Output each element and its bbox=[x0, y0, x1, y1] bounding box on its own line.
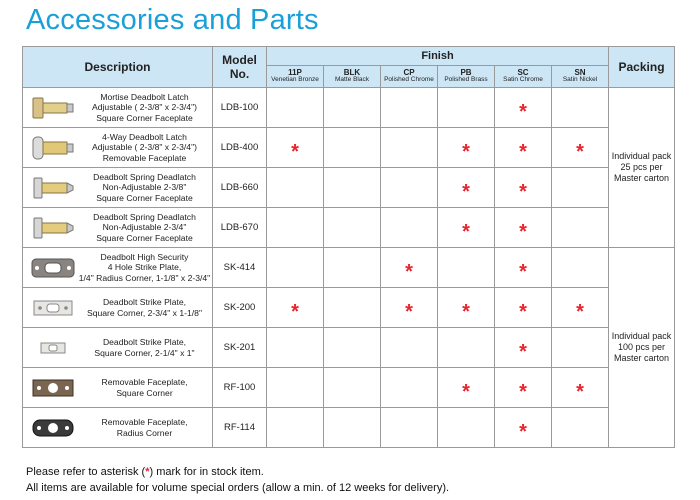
header-description: Description bbox=[23, 47, 213, 88]
product-description bbox=[77, 132, 212, 162]
product-description bbox=[77, 92, 212, 122]
packing-line: Master carton bbox=[614, 172, 670, 183]
model-number: LDB-400 bbox=[213, 128, 267, 168]
strike-plate-icon bbox=[31, 294, 75, 322]
description-line: Adjustable ( 2-3/8" x 2-3/4") bbox=[92, 102, 197, 113]
finish-cell-blk bbox=[324, 328, 381, 368]
page-title: Accessories and Parts bbox=[26, 4, 319, 36]
in-stock-asterisk: * bbox=[462, 221, 470, 243]
finish-cell-blk bbox=[324, 368, 381, 408]
description-cell bbox=[23, 88, 213, 128]
description-line: Deadbolt Strike Plate, bbox=[102, 297, 187, 308]
finish-cell-pb bbox=[438, 408, 495, 448]
product-description bbox=[77, 297, 212, 317]
description-line: Removable Faceplate bbox=[102, 152, 187, 163]
table-row bbox=[23, 168, 675, 208]
model-number: RF-100 bbox=[213, 368, 267, 408]
finish-cell-sc bbox=[495, 328, 552, 368]
table-row bbox=[23, 368, 675, 408]
finish-cell-sc bbox=[495, 88, 552, 128]
model-number: SK-201 bbox=[213, 328, 267, 368]
table-row bbox=[23, 128, 675, 168]
finish-cell-11p bbox=[267, 168, 324, 208]
finish-cell-sc bbox=[495, 408, 552, 448]
description-line: Radius Corner bbox=[116, 427, 173, 438]
description-cell bbox=[23, 208, 213, 248]
in-stock-asterisk: * bbox=[462, 141, 470, 163]
model-number: LDB-670 bbox=[213, 208, 267, 248]
finish-header bbox=[438, 66, 495, 88]
in-stock-asterisk: * bbox=[519, 221, 527, 243]
finish-cell-11p bbox=[267, 288, 324, 328]
parts-table bbox=[22, 46, 675, 448]
packing-line: Master carton bbox=[614, 352, 670, 363]
finish-cell-11p bbox=[267, 208, 324, 248]
finish-cell-sn bbox=[552, 408, 609, 448]
finish-cell-pb bbox=[438, 208, 495, 248]
finish-cell-cp bbox=[381, 368, 438, 408]
in-stock-asterisk: * bbox=[519, 341, 527, 363]
model-number: LDB-100 bbox=[213, 88, 267, 128]
finish-cell-pb bbox=[438, 248, 495, 288]
product-description bbox=[77, 417, 212, 437]
finish-name: Satin Nickel bbox=[562, 76, 598, 84]
description-cell bbox=[23, 328, 213, 368]
packing-line: Individual pack bbox=[611, 151, 672, 162]
finish-cell-sn bbox=[552, 248, 609, 288]
volume-order-note: All items are available for volume special orders (allow a min. of 12 weeks for delivery). bbox=[26, 482, 450, 494]
packing-cell bbox=[609, 88, 675, 248]
small-strike-plate-icon bbox=[31, 334, 75, 362]
finish-cell-sn bbox=[552, 288, 609, 328]
description-cell bbox=[23, 168, 213, 208]
stock-note-mark: * bbox=[145, 466, 150, 478]
packing-line: 100 pcs per bbox=[618, 342, 666, 353]
description-cell bbox=[23, 368, 213, 408]
finish-name: Polished Chrome bbox=[384, 76, 434, 84]
in-stock-asterisk: * bbox=[519, 301, 527, 323]
finish-cell-sc bbox=[495, 288, 552, 328]
finish-cell-sc bbox=[495, 128, 552, 168]
description-line: Deadbolt Spring Deadlatch bbox=[93, 212, 196, 223]
description-line: Non-Adjustable 2-3/8" bbox=[102, 182, 187, 193]
description-cell bbox=[23, 248, 213, 288]
description-line: Non-Adjustable 2-3/4" bbox=[102, 222, 187, 233]
description-cell bbox=[23, 128, 213, 168]
finish-cell-blk bbox=[324, 128, 381, 168]
mortise-latch-icon bbox=[31, 94, 75, 122]
finish-name: Satin Chrome bbox=[503, 76, 543, 84]
security-strike-plate-icon bbox=[31, 254, 75, 282]
packing-cell bbox=[609, 248, 675, 448]
finish-cell-11p bbox=[267, 128, 324, 168]
model-number: SK-200 bbox=[213, 288, 267, 328]
table-row bbox=[23, 408, 675, 448]
finish-cell-sn bbox=[552, 128, 609, 168]
finish-cell-11p bbox=[267, 368, 324, 408]
stock-note-before: Please refer to asterisk ( bbox=[26, 466, 146, 478]
table-row bbox=[23, 208, 675, 248]
in-stock-asterisk: * bbox=[519, 181, 527, 203]
model-number: RF-114 bbox=[213, 408, 267, 448]
description-line: Square Corner bbox=[116, 387, 173, 398]
finish-cell-blk bbox=[324, 248, 381, 288]
in-stock-asterisk: * bbox=[462, 381, 470, 403]
spring-deadlatch-icon bbox=[31, 174, 75, 202]
finish-name: Matte Black bbox=[335, 76, 369, 84]
description-line: 4 Hole Strike Plate, bbox=[107, 262, 182, 273]
in-stock-asterisk: * bbox=[519, 141, 527, 163]
finish-cell-blk bbox=[324, 408, 381, 448]
table-row bbox=[23, 328, 675, 368]
in-stock-asterisk: * bbox=[576, 381, 584, 403]
packing-line: Individual pack bbox=[611, 331, 672, 342]
finish-cell-11p bbox=[267, 328, 324, 368]
in-stock-asterisk: * bbox=[462, 301, 470, 323]
product-description bbox=[77, 212, 212, 242]
finish-cell-cp bbox=[381, 88, 438, 128]
description-line: Square Corner, 2-1/4" x 1" bbox=[94, 347, 195, 358]
finish-cell-sc bbox=[495, 168, 552, 208]
description-cell bbox=[23, 408, 213, 448]
finish-name: Polished Brass bbox=[444, 76, 488, 84]
description-line: Square Corner Faceplate bbox=[96, 192, 193, 203]
finish-header bbox=[324, 66, 381, 88]
in-stock-asterisk: * bbox=[519, 261, 527, 283]
table-row bbox=[23, 248, 675, 288]
in-stock-asterisk: * bbox=[519, 381, 527, 403]
finish-cell-blk bbox=[324, 88, 381, 128]
finish-cell-cp bbox=[381, 248, 438, 288]
finish-cell-cp bbox=[381, 328, 438, 368]
finish-code: 11P bbox=[288, 67, 302, 77]
spring-deadlatch-icon bbox=[31, 214, 75, 242]
description-line: Adjustable ( 2-3/8" x 2-3/4") bbox=[92, 142, 197, 153]
finish-cell-cp bbox=[381, 288, 438, 328]
description-line: Square Corner, 2-3/4" x 1-1/8" bbox=[86, 307, 203, 318]
in-stock-asterisk: * bbox=[405, 261, 413, 283]
in-stock-asterisk: * bbox=[576, 141, 584, 163]
finish-cell-blk bbox=[324, 288, 381, 328]
in-stock-asterisk: * bbox=[519, 101, 527, 123]
finish-cell-11p bbox=[267, 88, 324, 128]
finish-header bbox=[381, 66, 438, 88]
finish-cell-pb bbox=[438, 128, 495, 168]
finish-cell-pb bbox=[438, 88, 495, 128]
four-way-latch-icon bbox=[31, 134, 75, 162]
finish-cell-sn bbox=[552, 368, 609, 408]
stock-note bbox=[26, 466, 264, 478]
description-cell bbox=[23, 288, 213, 328]
in-stock-asterisk: * bbox=[291, 301, 299, 323]
description-line: 4-Way Deadbolt Latch bbox=[102, 132, 187, 143]
finish-cell-pb bbox=[438, 368, 495, 408]
finish-code: PB bbox=[460, 67, 472, 77]
faceplate-radius-icon bbox=[31, 414, 75, 442]
in-stock-asterisk: * bbox=[462, 181, 470, 203]
model-number: SK-414 bbox=[213, 248, 267, 288]
finish-cell-pb bbox=[438, 168, 495, 208]
stock-note-after: ) mark for in stock item. bbox=[149, 466, 264, 478]
description-line: Square Corner Faceplate bbox=[96, 112, 193, 123]
in-stock-asterisk: * bbox=[405, 301, 413, 323]
product-description bbox=[77, 172, 212, 202]
header-packing: Packing bbox=[609, 47, 675, 88]
finish-code: CP bbox=[403, 67, 415, 77]
finish-cell-blk bbox=[324, 208, 381, 248]
finish-cell-sc bbox=[495, 208, 552, 248]
description-line: Mortise Deadbolt Latch bbox=[100, 92, 189, 103]
product-description bbox=[77, 377, 212, 397]
finish-cell-11p bbox=[267, 248, 324, 288]
finish-header bbox=[495, 66, 552, 88]
finish-cell-sn bbox=[552, 208, 609, 248]
finish-name: Venetian Bronze bbox=[271, 76, 319, 84]
finish-cell-sn bbox=[552, 328, 609, 368]
finish-cell-cp bbox=[381, 128, 438, 168]
description-line: Deadbolt Strike Plate, bbox=[102, 337, 187, 348]
finish-cell-blk bbox=[324, 168, 381, 208]
description-line: Square Corner Faceplate bbox=[96, 232, 193, 243]
finish-cell-pb bbox=[438, 328, 495, 368]
finish-cell-sc bbox=[495, 368, 552, 408]
in-stock-asterisk: * bbox=[519, 421, 527, 443]
table-row bbox=[23, 88, 675, 128]
finish-header bbox=[552, 66, 609, 88]
finish-code: BLK bbox=[343, 67, 361, 77]
finish-cell-cp bbox=[381, 168, 438, 208]
finish-code: SC bbox=[517, 67, 529, 77]
description-line: Deadbolt Spring Deadlatch bbox=[93, 172, 196, 183]
finish-code: SN bbox=[574, 67, 586, 77]
finish-header bbox=[267, 66, 324, 88]
description-line: Deadbolt High Security bbox=[100, 252, 189, 263]
in-stock-asterisk: * bbox=[576, 301, 584, 323]
description-line: 1/4" Radius Corner, 1-1/8" x 2-3/4" bbox=[78, 272, 211, 283]
finish-cell-pb bbox=[438, 288, 495, 328]
finish-cell-sn bbox=[552, 88, 609, 128]
table-row bbox=[23, 288, 675, 328]
finish-cell-cp bbox=[381, 408, 438, 448]
faceplate-square-icon bbox=[31, 374, 75, 402]
finish-cell-11p bbox=[267, 408, 324, 448]
model-number: LDB-660 bbox=[213, 168, 267, 208]
description-line: Removable Faceplate, bbox=[101, 417, 188, 428]
product-description bbox=[77, 252, 212, 282]
finish-cell-sn bbox=[552, 168, 609, 208]
header-finish: Finish bbox=[267, 47, 609, 66]
packing-line: 25 pcs per bbox=[620, 162, 663, 173]
product-description bbox=[77, 337, 212, 357]
description-line: Removable Faceplate, bbox=[101, 377, 188, 388]
finish-cell-cp bbox=[381, 208, 438, 248]
in-stock-asterisk: * bbox=[291, 141, 299, 163]
finish-cell-sc bbox=[495, 248, 552, 288]
header-model: Model No. bbox=[213, 47, 267, 88]
